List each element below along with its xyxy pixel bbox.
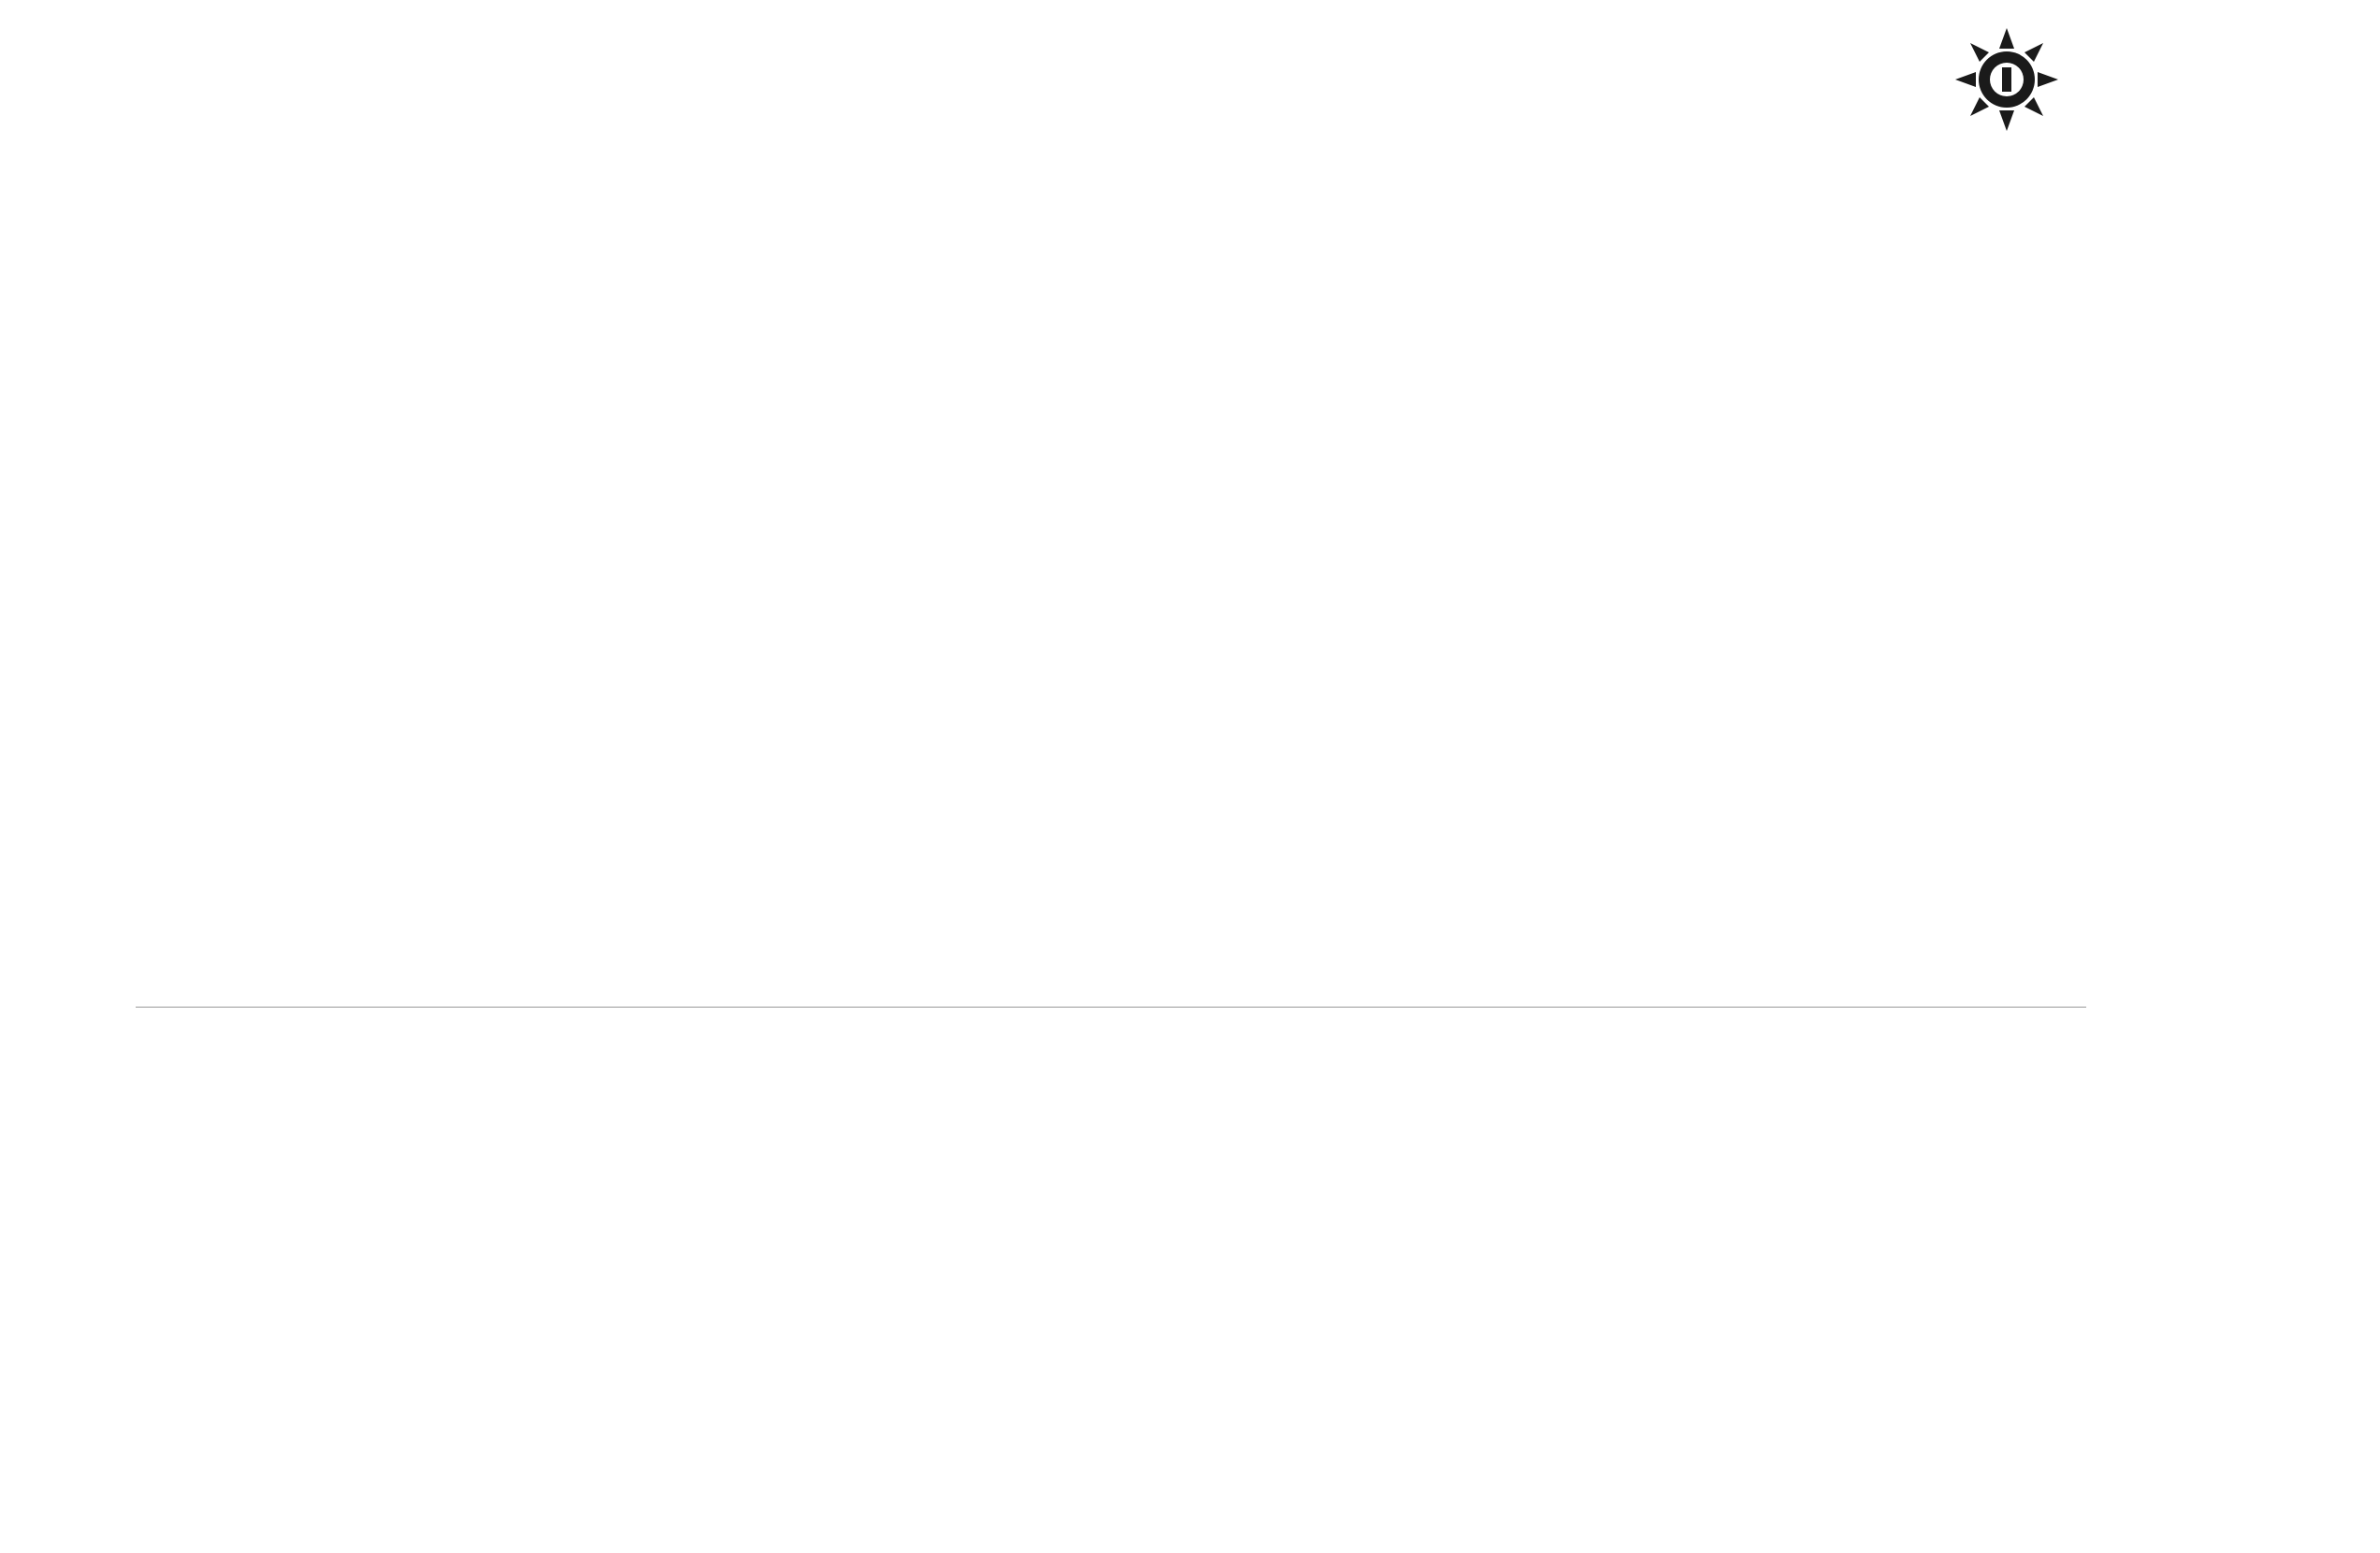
emblem-logo-icon: [1955, 28, 2058, 131]
grid-divider: [136, 1007, 2086, 1008]
